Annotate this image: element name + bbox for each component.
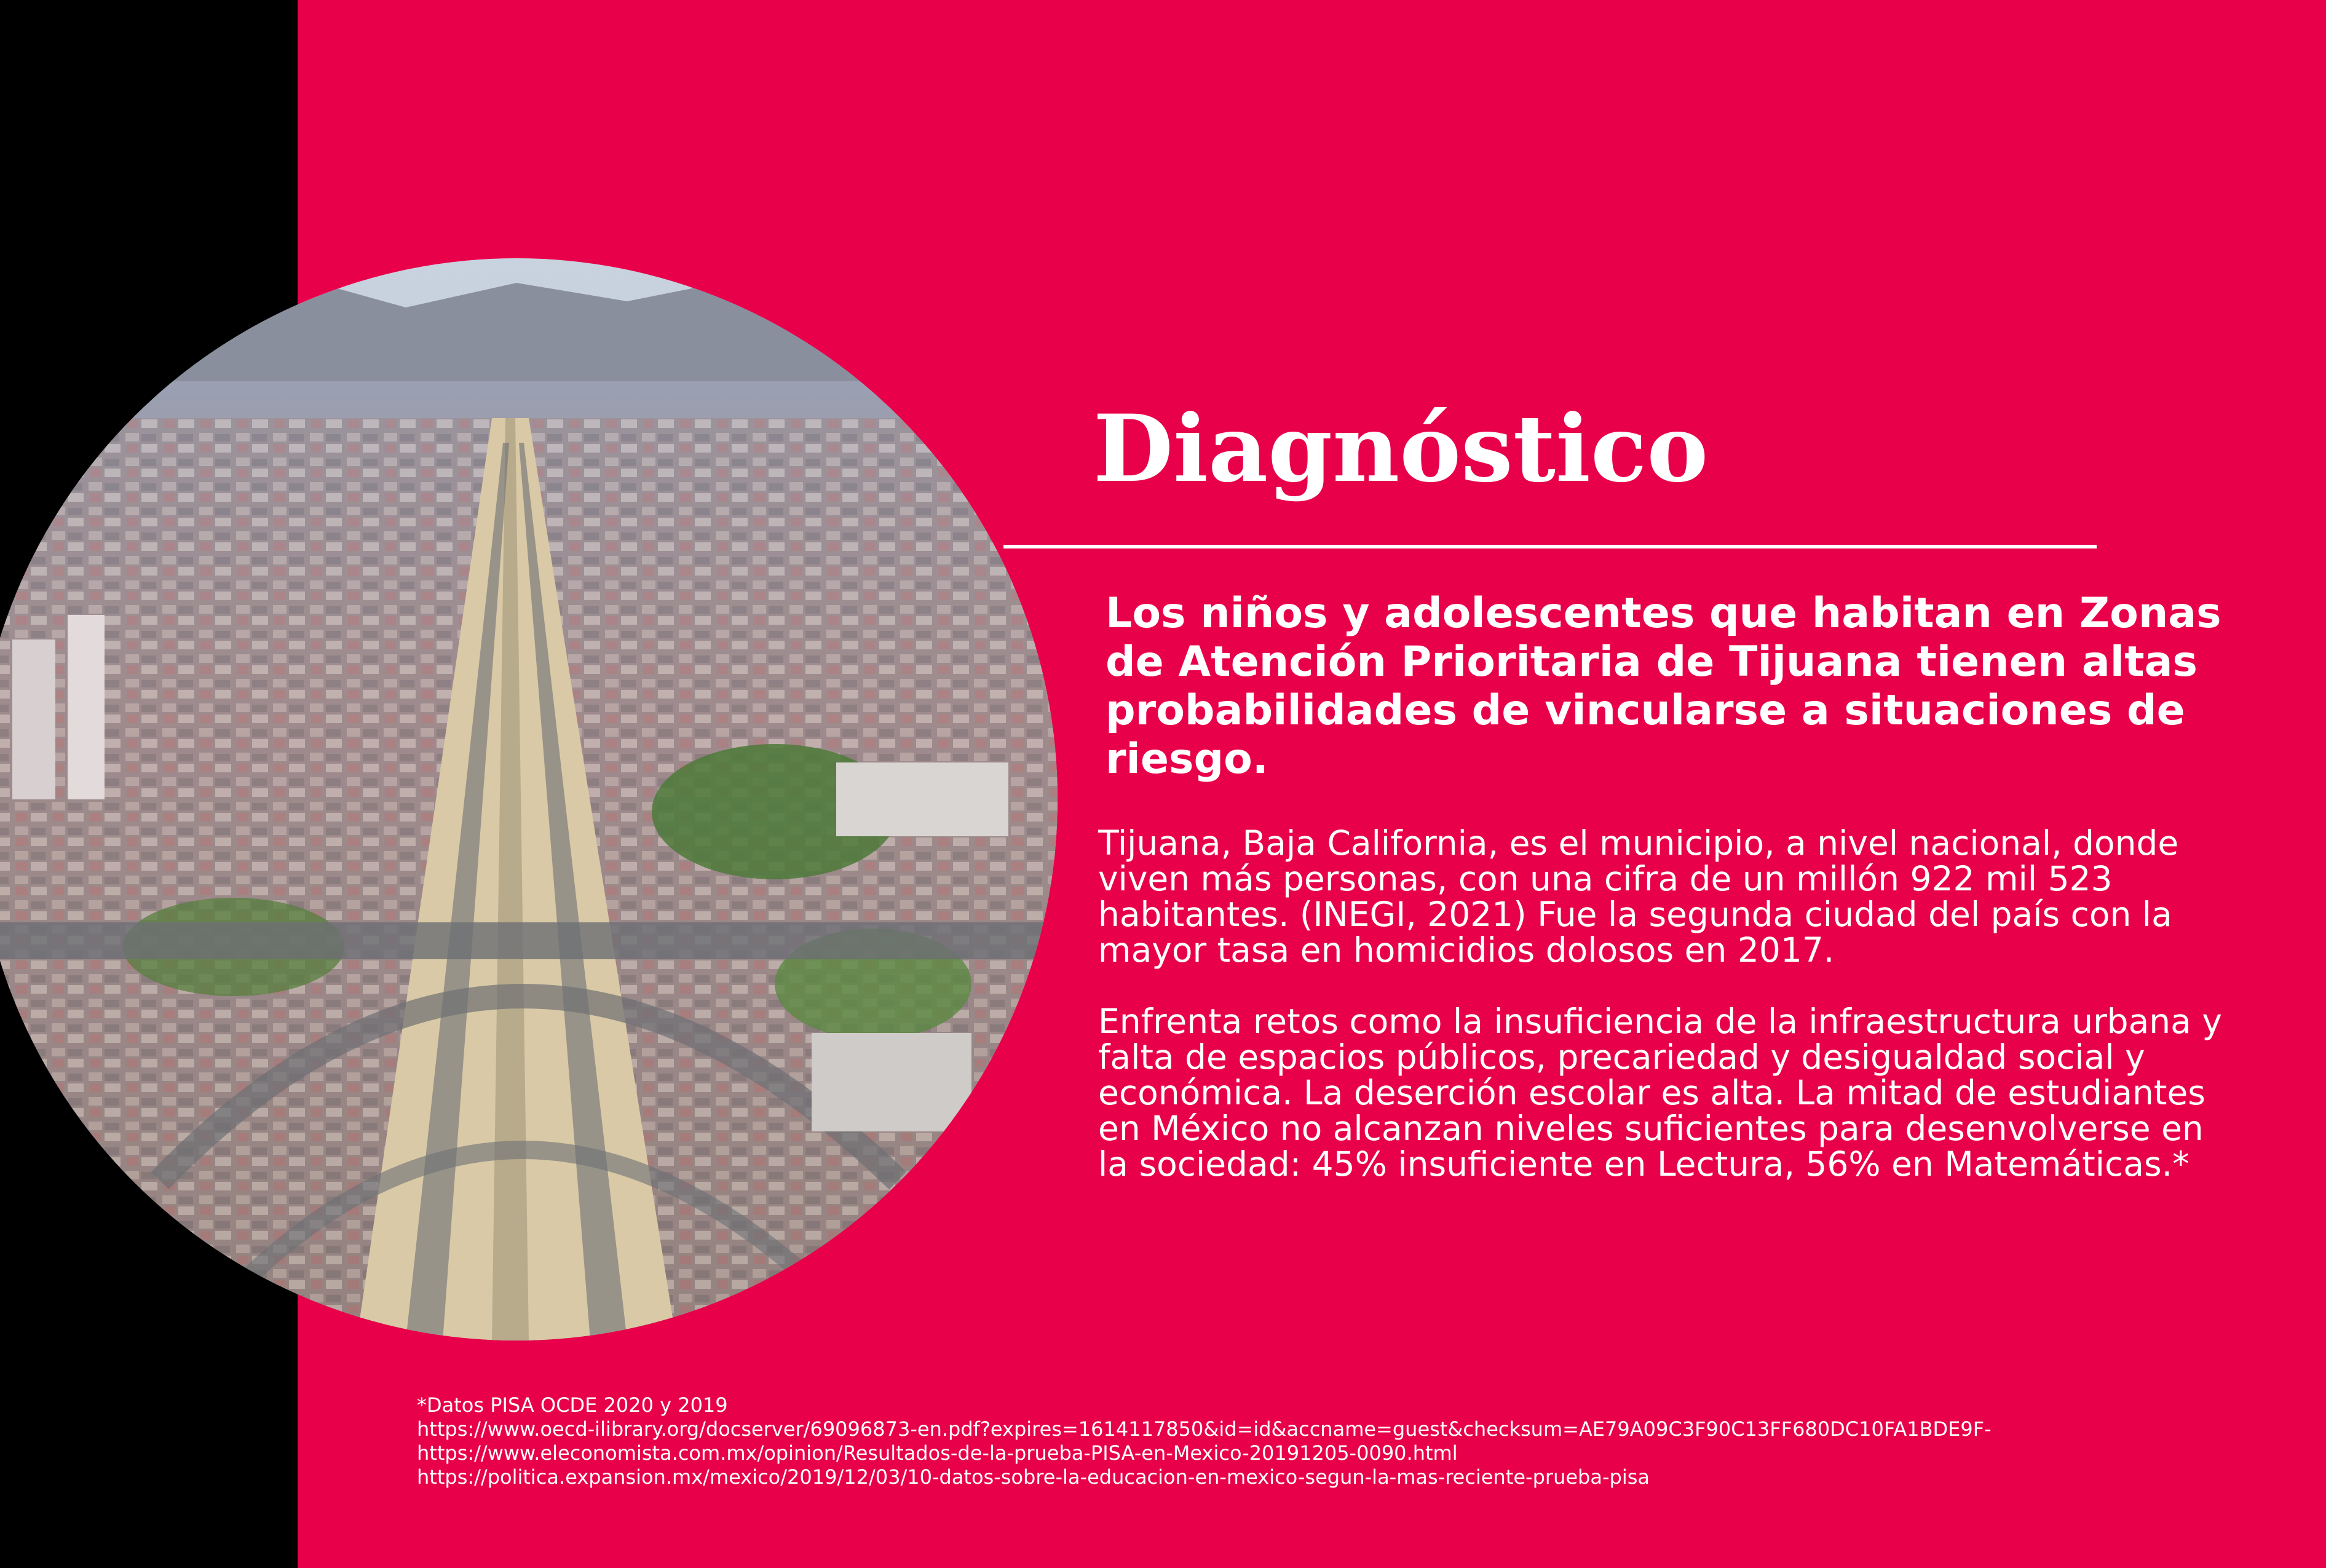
footnote-link[interactable]: https://politica.expansion.mx/mexico/2019/12/03/10-datos-sobre-la-educacion-en-mexico-segun-la-mas-reciente-prueba-pisa: [417, 1465, 1650, 1489]
title-divider: [1003, 545, 2097, 548]
aerial-city-photo-icon: [0, 258, 1058, 1340]
footnote-source: *Datos PISA OCDE 2020 y 2019: [417, 1393, 728, 1417]
page-title: Diagnóstico: [1093, 395, 1709, 503]
footnote-link[interactable]: https://www.eleconomista.com.mx/opinion/Resultados-de-la-prueba-PISA-en-Mexico-20191205-0090.html: [417, 1441, 1458, 1465]
footnote-link[interactable]: https://www.oecd-ilibrary.org/docserver/69096873-en.pdf?expires=1614117850&id=id&accname=guest&checksum=AE79A09C3F90C13FF680DC10FA1BDE9F-: [417, 1417, 1992, 1441]
footnotes: [417, 1393, 1992, 1489]
body-paragraph-1: Tijuana, Baja California, es el municipio, a nivel nacional, donde viven más personas, con una cifra de un millón 922 mil 523 habitantes. (INEGI, 2021) Fue la segunda ciudad del país con la mayor tasa en homicidios dolosos en 2017.: [1098, 823, 2179, 970]
lead-statement: Los niños y adolescentes que habitan en Zonas de Atención Prioritaria de Tijuana tienen altas probabilidades de vincularse a situaciones de riesgo.: [1106, 589, 2221, 783]
body-paragraph-2: Enfrenta retos como la insuficiencia de la infraestructura urbana y falta de espacios públicos, precariedad y desigualdad social y económica. La deserción escolar es alta. La mitad de estudiantes en México no alcanzan niveles suficientes para desenvolverse en la sociedad: 45% insuficiente en Lectura, 56% en Matemáticas.*: [1098, 1002, 2222, 1184]
